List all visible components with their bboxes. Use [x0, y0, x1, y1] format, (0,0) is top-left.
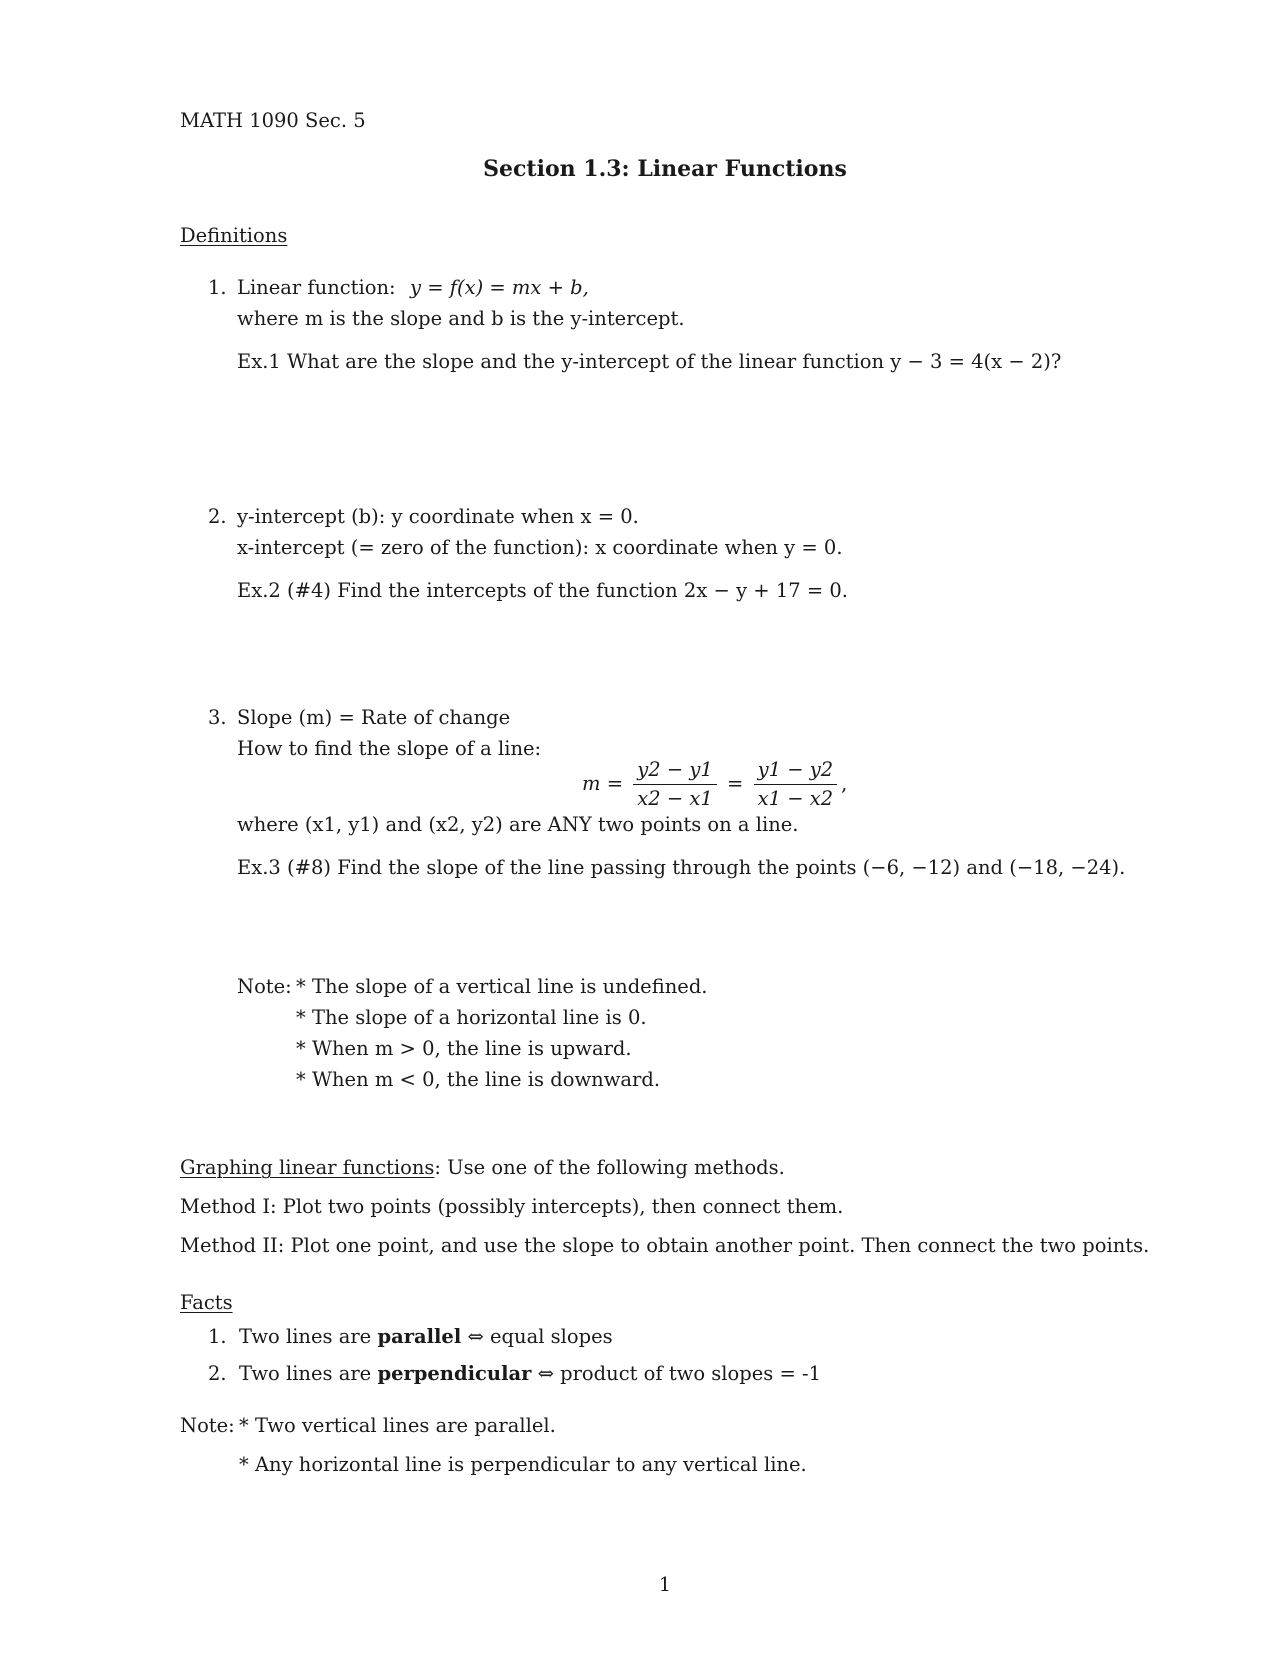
- item1-label: Linear function:: [237, 276, 396, 299]
- page-title: Section 1.3: Linear Functions: [483, 156, 847, 182]
- fraction-2-numerator: y1 − y2: [754, 758, 838, 785]
- note1-line-4: * When m < 0, the line is downward.: [296, 1068, 661, 1091]
- fact-2: [208, 1362, 821, 1386]
- course-label: MATH 1090 Sec. 5: [180, 109, 366, 132]
- fact-2-post: ⇔ product of two slopes = -1: [537, 1362, 822, 1385]
- formula-tail: ,: [841, 772, 848, 795]
- note2-line-2: * Any horizontal line is perpendicular to any vertical line.: [239, 1453, 807, 1476]
- item1-formula: y = f(x) = mx + b,: [410, 276, 589, 299]
- page-number: 1: [658, 1573, 672, 1596]
- formula-equals: =: [727, 772, 744, 795]
- fact-2-bold: perpendicular: [377, 1362, 532, 1385]
- example2-text: Ex.2 (#4) Find the intercepts of the function 2x − y + 17 = 0.: [237, 579, 848, 602]
- facts-heading: Facts: [180, 1291, 233, 1314]
- graphing-heading: Graphing linear functions: [180, 1156, 435, 1179]
- fact-1: [208, 1325, 613, 1349]
- slope-where: where (x1, y1) and (x2, y2) are ANY two points on a line.: [237, 813, 799, 836]
- note1-line-2: * The slope of a horizontal line is 0.: [296, 1006, 647, 1029]
- y-intercept-definition: y-intercept (b): y coordinate when x = 0.: [237, 505, 639, 528]
- item3-number: 3.: [208, 706, 227, 729]
- item1-number: 1.: [208, 276, 227, 299]
- slope-howto: How to find the slope of a line:: [237, 737, 542, 760]
- note2-line-1: * Two vertical lines are parallel.: [239, 1414, 556, 1437]
- fraction-2-denominator: x1 − x2: [757, 787, 834, 810]
- method-2: Method II: Plot one point, and use the slope to obtain another point. Then connect the two points.: [180, 1234, 1150, 1257]
- note1-label: Note:: [237, 975, 292, 998]
- note2-label: Note:: [180, 1414, 235, 1437]
- fact-2-number: 2.: [208, 1362, 227, 1385]
- fraction-1-denominator: x2 − x1: [637, 787, 713, 810]
- definitions-heading: Definitions: [180, 224, 288, 247]
- fact-1-number: 1.: [208, 1325, 227, 1348]
- note1-line-1: * The slope of a vertical line is undefined.: [296, 975, 708, 998]
- fact-1-pre: Two lines are: [239, 1325, 372, 1348]
- example1-text: Ex.1 What are the slope and the y-intercept of the linear function y − 3 = 4(x − 2)?: [237, 350, 1062, 373]
- method-1: Method I: Plot two points (possibly intercepts), then connect them.: [180, 1195, 844, 1218]
- fraction-2: [754, 758, 838, 811]
- fraction-1-numerator: y2 − y1: [633, 758, 717, 785]
- fraction-1: [633, 758, 717, 811]
- fact-2-pre: Two lines are: [239, 1362, 372, 1385]
- note1-line-3: * When m > 0, the line is upward.: [296, 1037, 632, 1060]
- graphing-line: [180, 1156, 785, 1180]
- item2-number: 2.: [208, 505, 227, 528]
- slope-definition: Slope (m) = Rate of change: [237, 706, 511, 729]
- slope-formula: [582, 758, 847, 811]
- fact-1-bold: parallel: [377, 1325, 462, 1348]
- formula-lhs: m =: [582, 772, 624, 795]
- example3-text: Ex.3 (#8) Find the slope of the line passing through the points (−6, −12) and (−18, −24).: [237, 856, 1126, 879]
- item1-description: where m is the slope and b is the y-intercept.: [237, 307, 685, 330]
- fact-1-post: ⇔ equal slopes: [467, 1325, 613, 1348]
- graphing-intro: : Use one of the following methods.: [434, 1156, 785, 1179]
- x-intercept-definition: x-intercept (= zero of the function): x coordinate when y = 0.: [237, 536, 843, 559]
